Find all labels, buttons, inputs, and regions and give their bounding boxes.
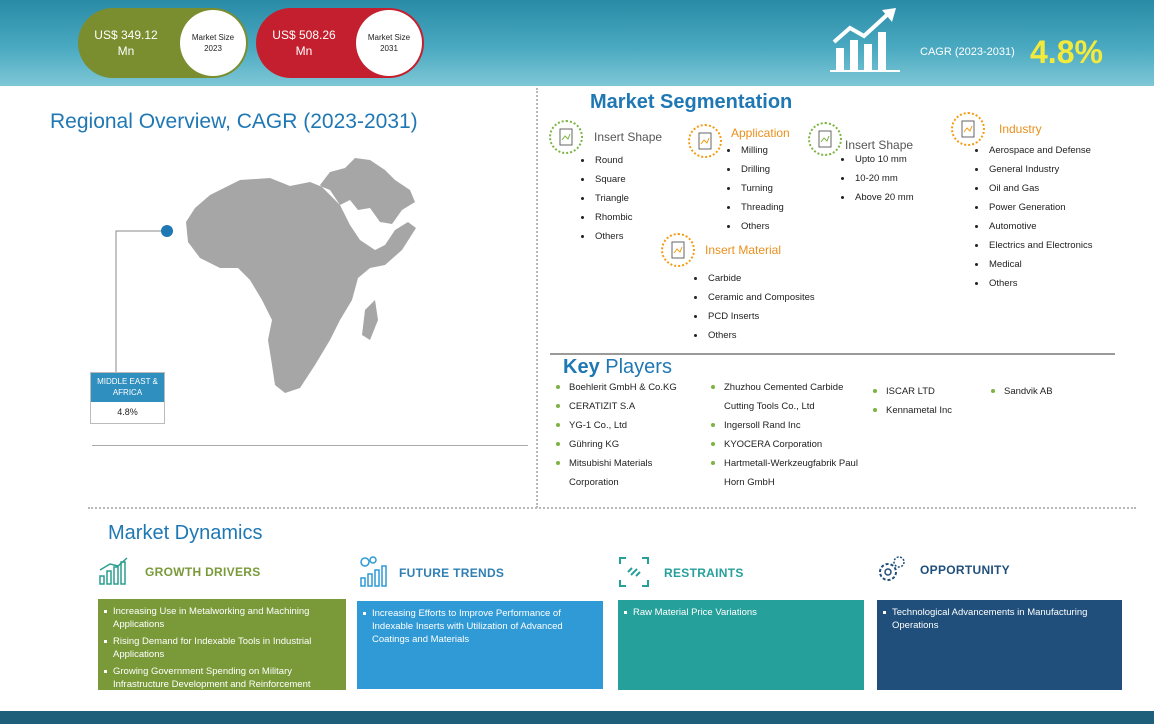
list-item: Square <box>581 170 633 189</box>
insert-size-icon <box>808 122 842 156</box>
list-item: Oil and Gas <box>975 179 1092 198</box>
list-item: Others <box>975 274 1092 293</box>
restraints-icon <box>618 556 650 588</box>
list-item: Growing Government Spending on Military Infrastructure Development and Reinforcement <box>104 665 340 691</box>
list-item: Threading <box>727 198 784 217</box>
segment-title-application: Application <box>731 126 790 140</box>
list-item: Triangle <box>581 189 633 208</box>
region-connector <box>110 220 180 380</box>
growth-drivers-icon <box>98 556 130 586</box>
list-item: CERATIZIT S.A <box>556 397 706 416</box>
opportunity-box <box>877 600 1122 690</box>
list-item: Turning <box>727 179 784 198</box>
market-size-2031-badge: Market Size 2031 <box>356 10 422 76</box>
list-item: Gühring KG <box>556 435 706 454</box>
list-item: Increasing Efforts to Improve Performance of Indexable Inserts with Utilization of Advanced Coatings and Materials <box>363 607 597 646</box>
segmentation-title: Market Segmentation <box>590 91 793 113</box>
list-item: General Industry <box>975 160 1092 179</box>
list-item: Others <box>727 217 784 236</box>
list-item: Automotive <box>975 217 1092 236</box>
list-item: Sandvik AB <box>991 382 1091 401</box>
list-item: Mitsubishi Materials Corporation <box>556 454 666 492</box>
footer-bar <box>0 711 1154 724</box>
key-players-col4 <box>991 382 1091 401</box>
key-players-col1 <box>556 378 706 492</box>
list-item: Raw Material Price Variations <box>624 606 858 619</box>
list-item: Above 20 mm <box>841 188 914 207</box>
restraints-title: RESTRAINTS <box>664 566 744 580</box>
insert-material-icon <box>661 233 695 267</box>
key-players-col3 <box>873 382 983 420</box>
region-cagr: 4.8% <box>117 407 138 417</box>
key-players-title <box>563 356 672 379</box>
list-item: KYOCERA Corporation <box>711 435 871 454</box>
key-players-title-key: Key <box>563 356 600 378</box>
list-item: Round <box>581 151 633 170</box>
list-item: Rising Demand for Indexable Tools in Industrial Applications <box>104 635 340 661</box>
market-size-2023-badge: Market Size 2023 <box>180 10 246 76</box>
growth-chart-icon <box>830 6 902 72</box>
growth-drivers-title: GROWTH DRIVERS <box>145 565 261 579</box>
segment-title-insert-material: Insert Material <box>705 243 782 257</box>
market-size-2023-pill <box>78 8 248 78</box>
list-item: Carbide <box>694 269 815 288</box>
region-name: MIDDLE EAST & AFRICA <box>91 373 164 402</box>
list-item: Technological Advancements in Manufacturing Operations <box>883 606 1116 632</box>
regional-overview-title: Regional Overview, CAGR (2023-2031) <box>50 110 418 133</box>
restraints-box <box>618 600 864 690</box>
list-item: 10-20 mm <box>841 169 914 188</box>
list-item: Electrics and Electronics <box>975 236 1092 255</box>
list-item: Ceramic and Composites <box>694 288 815 307</box>
insert-shape-icon <box>549 120 583 154</box>
opportunity-icon <box>875 554 907 586</box>
list-item: Kennametal Inc <box>873 401 983 420</box>
market-dynamics-title: Market Dynamics <box>108 522 263 544</box>
list-item: Others <box>694 326 815 345</box>
list-item: Increasing Use in Metalworking and Machining Applications <box>104 605 340 631</box>
market-size-2023-value: US$ 349.12 Mn <box>94 28 158 58</box>
market-size-2031-value: US$ 508.26 Mn <box>272 28 336 58</box>
segment-list-insert-shape <box>581 151 633 246</box>
segment-title-insert-size: Insert Shape <box>845 138 914 152</box>
segment-list-application <box>727 141 784 236</box>
segment-list-insert-material <box>694 269 815 345</box>
key-players-col2 <box>711 378 871 492</box>
segmentation-divider <box>550 353 1115 355</box>
opportunity-title: OPPORTUNITY <box>920 563 1010 577</box>
segment-title-industry: Industry <box>999 122 1042 136</box>
list-item: ISCAR LTD <box>873 382 983 401</box>
section-divider-vertical <box>536 88 538 508</box>
list-item: Milling <box>727 141 784 160</box>
future-trends-box <box>357 601 603 689</box>
list-item: PCD Inserts <box>694 307 815 326</box>
list-item: Ingersoll Rand Inc <box>711 416 871 435</box>
segment-list-industry <box>975 141 1092 293</box>
list-item: Power Generation <box>975 198 1092 217</box>
list-item: Medical <box>975 255 1092 274</box>
section-divider-horizontal <box>88 507 1136 509</box>
future-trends-icon <box>357 556 389 588</box>
cagr-value: 4.8% <box>1030 34 1103 70</box>
future-trends-title: FUTURE TRENDS <box>399 566 505 580</box>
regional-divider <box>92 445 528 446</box>
region-badge <box>90 372 165 424</box>
market-size-2031-pill <box>256 8 424 78</box>
segment-list-insert-size <box>841 150 914 207</box>
key-players-title-rest: Players <box>605 356 672 378</box>
list-item: Hartmetall-Werkzeugfabrik Paul Horn GmbH <box>711 454 871 492</box>
application-icon <box>688 124 722 158</box>
mea-map <box>180 150 420 400</box>
list-item: Zhuzhou Cemented Carbide Cutting Tools Co., Ltd <box>711 378 871 416</box>
list-item: Boehlerit GmbH & Co.KG <box>556 378 706 397</box>
list-item: Others <box>581 227 633 246</box>
list-item: YG-1 Co., Ltd <box>556 416 706 435</box>
segment-title-insert-shape: Insert Shape <box>594 130 663 144</box>
growth-drivers-box <box>98 599 346 690</box>
list-item: Aerospace and Defense <box>975 141 1092 160</box>
list-item: Drilling <box>727 160 784 179</box>
list-item: Rhombic <box>581 208 633 227</box>
list-item: Upto 10 mm <box>841 150 914 169</box>
cagr-label: CAGR (2023-2031) <box>920 46 1015 58</box>
